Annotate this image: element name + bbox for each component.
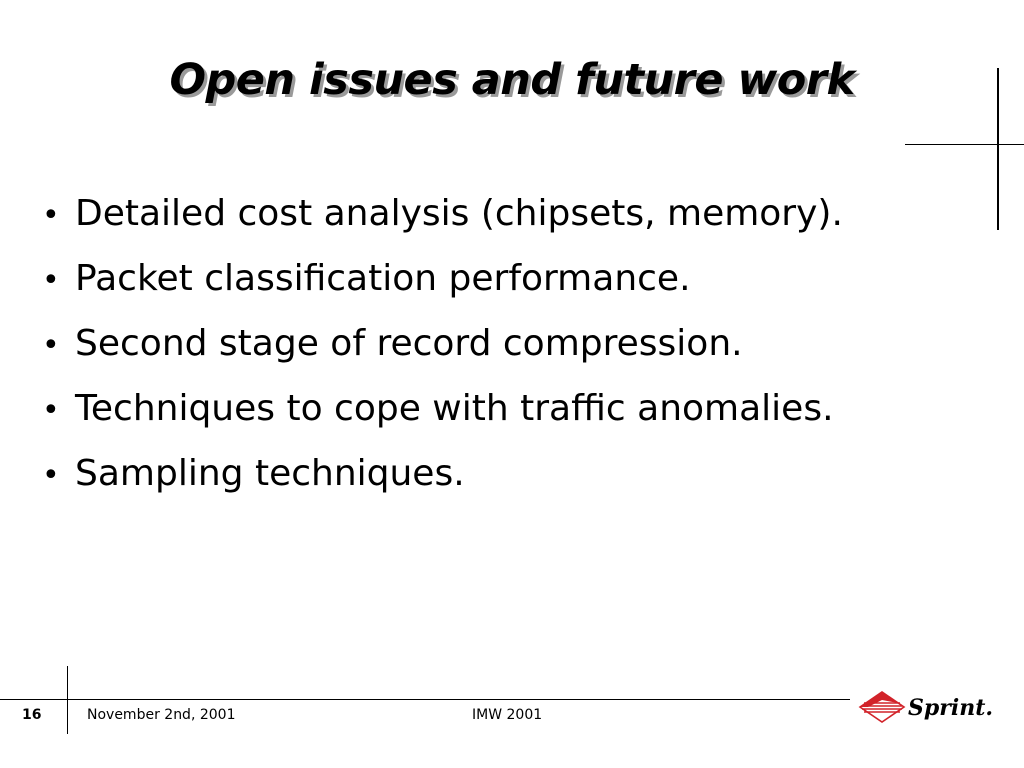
bullet-text: Sampling techniques.	[75, 453, 465, 494]
slide-title: Open issues and future work	[169, 55, 855, 105]
bullet-item	[42, 450, 843, 515]
page-number: 16	[22, 707, 42, 723]
footer-vertical-line	[67, 666, 68, 734]
bullet-icon: •	[42, 198, 60, 233]
bullet-item	[42, 385, 843, 450]
bullet-icon: •	[42, 263, 60, 298]
corner-vertical-line	[997, 68, 999, 230]
bullet-item	[42, 190, 843, 255]
bullet-item	[42, 255, 843, 320]
bullet-text: Packet classification performance.	[75, 258, 691, 299]
bullet-icon: •	[42, 458, 60, 493]
logo-wordmark: Sprint.	[908, 695, 994, 721]
bullet-item	[42, 320, 843, 385]
footer-event: IMW 2001	[472, 707, 543, 723]
corner-horizontal-line	[905, 144, 1024, 145]
bullet-text: Detailed cost analysis (chipsets, memory).	[75, 193, 843, 234]
bullet-icon: •	[42, 393, 60, 428]
bullet-icon: •	[42, 328, 60, 363]
footer-date: November 2nd, 2001	[87, 707, 236, 723]
bullet-text: Second stage of record compression.	[75, 323, 743, 364]
sprint-logo	[858, 688, 998, 726]
footer-divider-line	[0, 699, 850, 700]
bullet-list	[42, 190, 843, 515]
bullet-text: Techniques to cope with traffic anomalies.	[75, 388, 834, 429]
